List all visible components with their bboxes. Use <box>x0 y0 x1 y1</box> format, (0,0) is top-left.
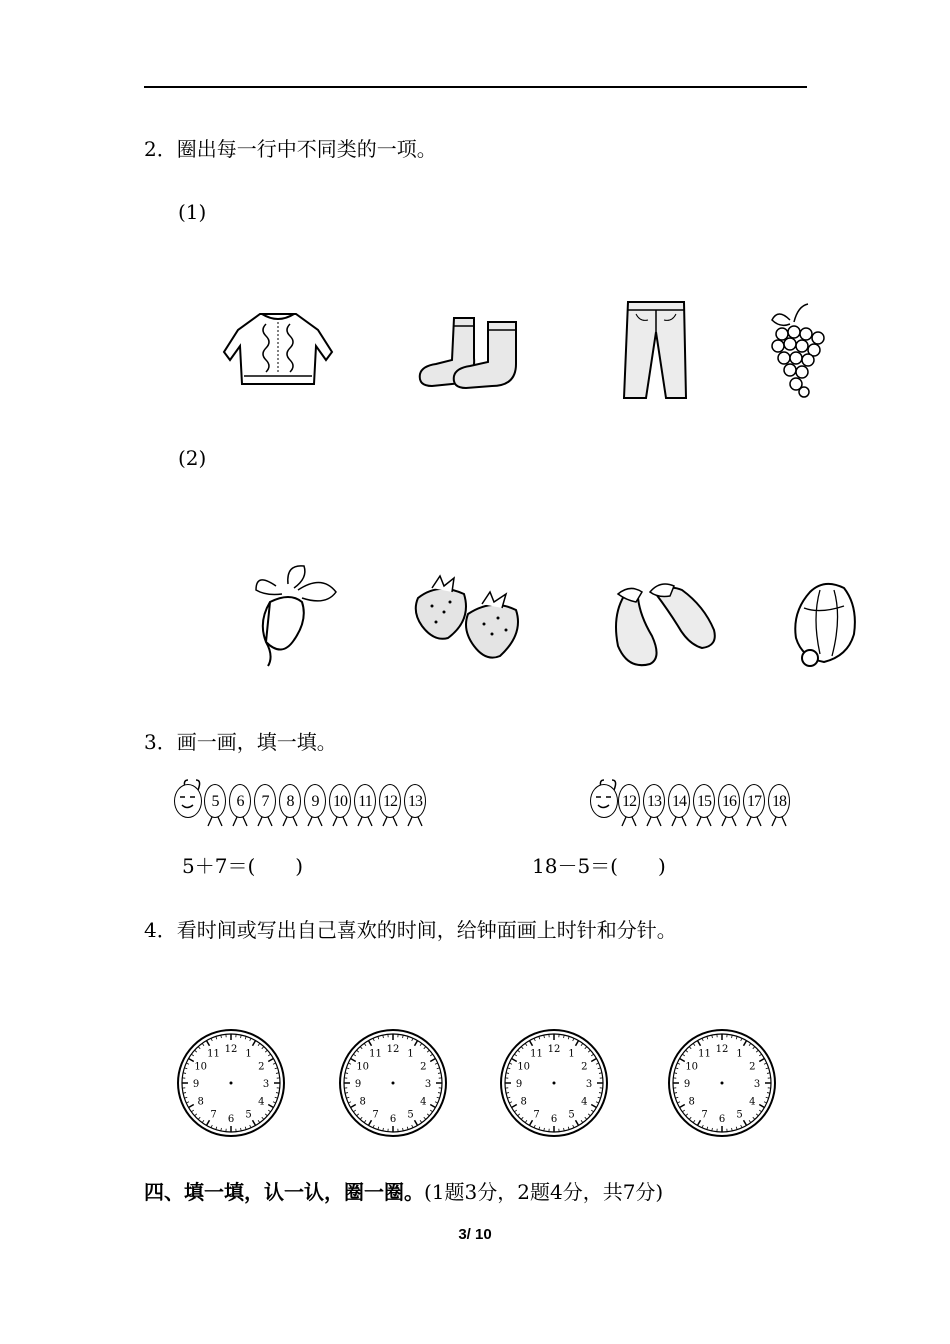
radish-picture[interactable] <box>246 562 346 668</box>
caterpillar-right <box>590 778 810 828</box>
clock-number: 8 <box>688 1096 695 1108</box>
clock-number: 11 <box>369 1048 382 1060</box>
clock-number: 6 <box>227 1114 235 1125</box>
clock-number: 7 <box>210 1109 217 1121</box>
eggplants-picture[interactable] <box>610 576 718 672</box>
clock-number: 7 <box>533 1109 540 1121</box>
clock-number: 1 <box>568 1048 575 1060</box>
clock-face-4[interactable] <box>667 1028 777 1138</box>
segment: 8 <box>279 784 301 818</box>
equation-2[interactable]: 18－5＝( ) <box>532 854 666 878</box>
legs-icon <box>204 817 434 827</box>
clock-number: 7 <box>372 1109 379 1121</box>
clock-number: 9 <box>354 1079 362 1090</box>
clock-number: 7 <box>701 1109 708 1121</box>
segment: 5 <box>204 784 226 818</box>
q2-row1-label: (1) <box>178 200 207 224</box>
clock-number: 10 <box>194 1061 208 1073</box>
top-rule <box>144 86 807 88</box>
segment: 16 <box>718 784 740 818</box>
clock-number: 8 <box>197 1096 204 1108</box>
page-number: 3/ 10 <box>458 1226 492 1243</box>
clock-number: 1 <box>407 1048 414 1060</box>
clock-number: 8 <box>520 1096 527 1108</box>
cabbage-picture[interactable] <box>790 578 860 666</box>
clock-number: 9 <box>192 1079 200 1090</box>
clock-number: 5 <box>568 1109 575 1121</box>
clock-number: 8 <box>359 1096 366 1108</box>
clock-number: 12 <box>715 1044 729 1055</box>
legs-icon <box>618 817 798 827</box>
segment: 17 <box>743 784 765 818</box>
clock-number: 10 <box>517 1061 531 1073</box>
segment: 12 <box>379 784 401 818</box>
clock-number: 5 <box>736 1109 743 1121</box>
caterpillar-head <box>174 784 202 818</box>
caterpillar-head <box>590 784 618 818</box>
segment: 6 <box>229 784 251 818</box>
clock-number: 9 <box>515 1079 523 1090</box>
q3-title: 3．画一画，填一填。 <box>144 730 337 754</box>
strawberries-picture[interactable] <box>410 572 524 664</box>
clock-number: 5 <box>245 1109 252 1121</box>
grapes-picture[interactable] <box>768 302 828 400</box>
clock-number: 2 <box>749 1061 756 1073</box>
equation-1[interactable]: 5＋7＝( ) <box>182 854 304 878</box>
section4-scoring: (1题3分，2题4分，共7分) <box>424 1180 664 1204</box>
clock-number: 1 <box>245 1048 252 1060</box>
segment: 9 <box>304 784 326 818</box>
clock-number: 11 <box>207 1048 220 1060</box>
pants-picture[interactable] <box>622 298 690 402</box>
clock-face-2[interactable] <box>338 1028 448 1138</box>
segment: 13 <box>404 784 426 818</box>
clock-number: 6 <box>718 1114 726 1125</box>
clock-face-3[interactable] <box>499 1028 609 1138</box>
caterpillar-left <box>174 778 444 828</box>
segment: 7 <box>254 784 276 818</box>
segment: 13 <box>643 784 665 818</box>
clock-number: 1 <box>736 1048 743 1060</box>
clock-number: 4 <box>258 1096 265 1108</box>
clock-number: 12 <box>386 1044 400 1055</box>
segment: 15 <box>693 784 715 818</box>
clock-number: 2 <box>581 1061 588 1073</box>
clock-number: 3 <box>262 1079 270 1090</box>
section4-heading: 四、填一填，认一认，圈一圈。 <box>144 1180 424 1204</box>
segment: 18 <box>768 784 790 818</box>
clock-number: 4 <box>749 1096 756 1108</box>
clock-number: 2 <box>420 1061 427 1073</box>
segment: 12 <box>618 784 640 818</box>
q2-title: 2．圈出每一行中不同类的一项。 <box>144 137 437 161</box>
clock-number: 10 <box>356 1061 370 1073</box>
section4-heading-line <box>144 1180 663 1204</box>
clock-number: 4 <box>420 1096 427 1108</box>
clock-number: 10 <box>685 1061 699 1073</box>
clock-number: 12 <box>224 1044 238 1055</box>
segment: 10 <box>329 784 351 818</box>
q2-row2-label: (2) <box>178 446 207 470</box>
clock-number: 11 <box>698 1048 711 1060</box>
clock-number: 6 <box>389 1114 397 1125</box>
clock-number: 9 <box>683 1079 691 1090</box>
clock-number: 4 <box>581 1096 588 1108</box>
clock-number: 12 <box>547 1044 561 1055</box>
q4-title: 4．看时间或写出自己喜欢的时间，给钟面画上时针和分针。 <box>144 918 677 942</box>
sweater-picture[interactable] <box>222 306 334 390</box>
clock-number: 11 <box>530 1048 543 1060</box>
segment: 14 <box>668 784 690 818</box>
segment: 11 <box>354 784 376 818</box>
clock-number: 2 <box>258 1061 265 1073</box>
clock-number: 3 <box>585 1079 593 1090</box>
clock-number: 3 <box>753 1079 761 1090</box>
socks-picture[interactable] <box>416 314 522 390</box>
clock-face-1[interactable] <box>176 1028 286 1138</box>
clock-number: 3 <box>424 1079 432 1090</box>
clock-number: 6 <box>550 1114 558 1125</box>
clock-number: 5 <box>407 1109 414 1121</box>
